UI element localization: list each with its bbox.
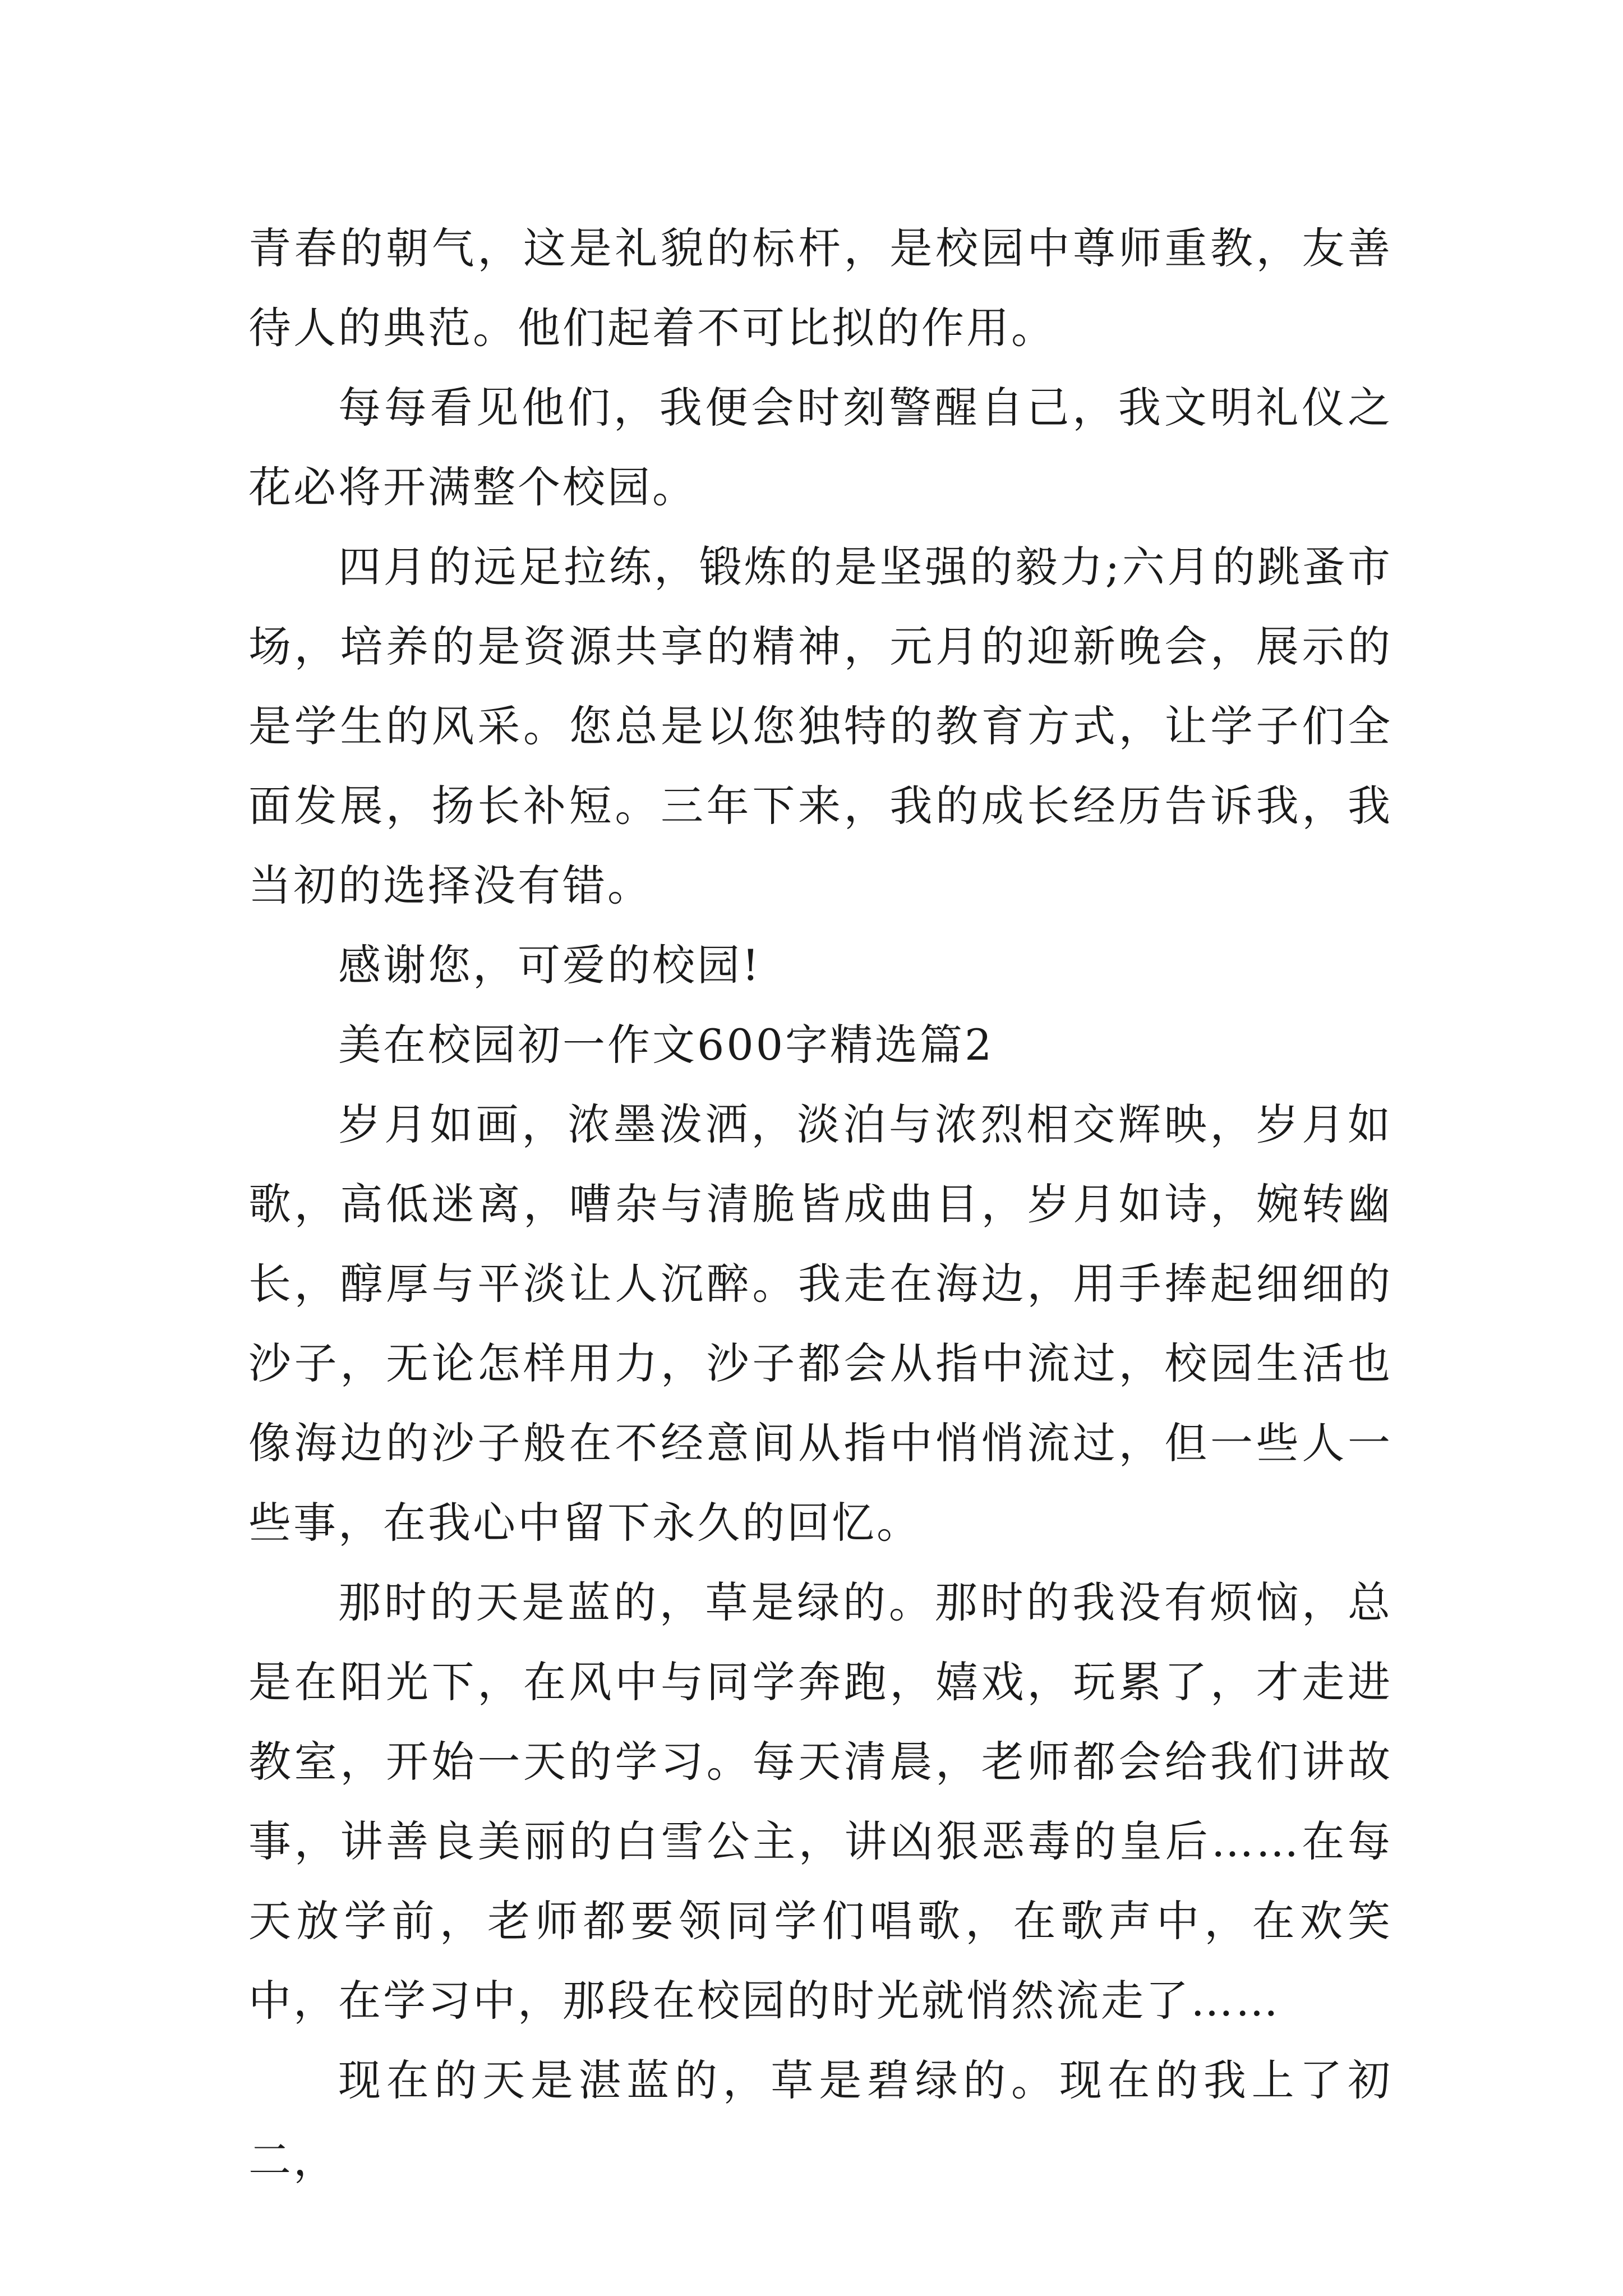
paragraph-4: 感谢您，可爱的校园! (338, 940, 762, 990)
paragraph-2: 每每看见他们，我便会时刻警醒自己，我文明礼仪之花必将开满整个校园。 (248, 383, 1393, 512)
document-body (248, 209, 1393, 2200)
paragraph-3: 四月的远足拉练，锻炼的是坚强的毅力;六月的跳蚤市场，培养的是资源共享的精神，元月的迎新晚会，展示的是学生的风采。您总是以您独特的教育方式，让学子们全面发展，扬长补短。三年下来，我的成长经历告诉我，我当初的选择没有错。 (248, 542, 1393, 910)
paragraph-1: 青春的朝气，这是礼貌的标杆，是校园中尊师重教，友善待人的典范。他们起着不可比拟的作用。 (248, 223, 1393, 353)
section-heading: 美在校园初一作文600字精选篇2 (338, 1020, 994, 1070)
paragraph-5: 岁月如画，浓墨泼洒，淡泊与浓烈相交辉映，岁月如歌，高低迷离，嘈杂与清脆皆成曲目，岁月如诗，婉转幽长，醇厚与平淡让人沉醉。我走在海边，用手捧起细细的沙子，无论怎样用力，沙子都会从指中流过，校园生活也像海边的沙子般在不经意间从指中悄悄流过，但一些人一些事，在我心中留下永久的回忆。 (248, 1099, 1393, 1548)
paragraph-6: 那时的天是蓝的，草是绿的。那时的我没有烦恼，总是在阳光下，在风中与同学奔跑，嬉戏，玩累了，才走进教室，开始一天的学习。每天清晨，老师都会给我们讲故事，讲善良美丽的白雪公主，讲凶狠恶毒的皇后……在每天放学前，老师都要领同学们唱歌，在歌声中，在欢笑中，在学习中，那段在校园的时光就悄然流走了…… (248, 1577, 1393, 2026)
paragraph-7: 现在的天是湛蓝的，草是碧绿的。现在的我上了初二， (248, 2055, 1393, 2185)
